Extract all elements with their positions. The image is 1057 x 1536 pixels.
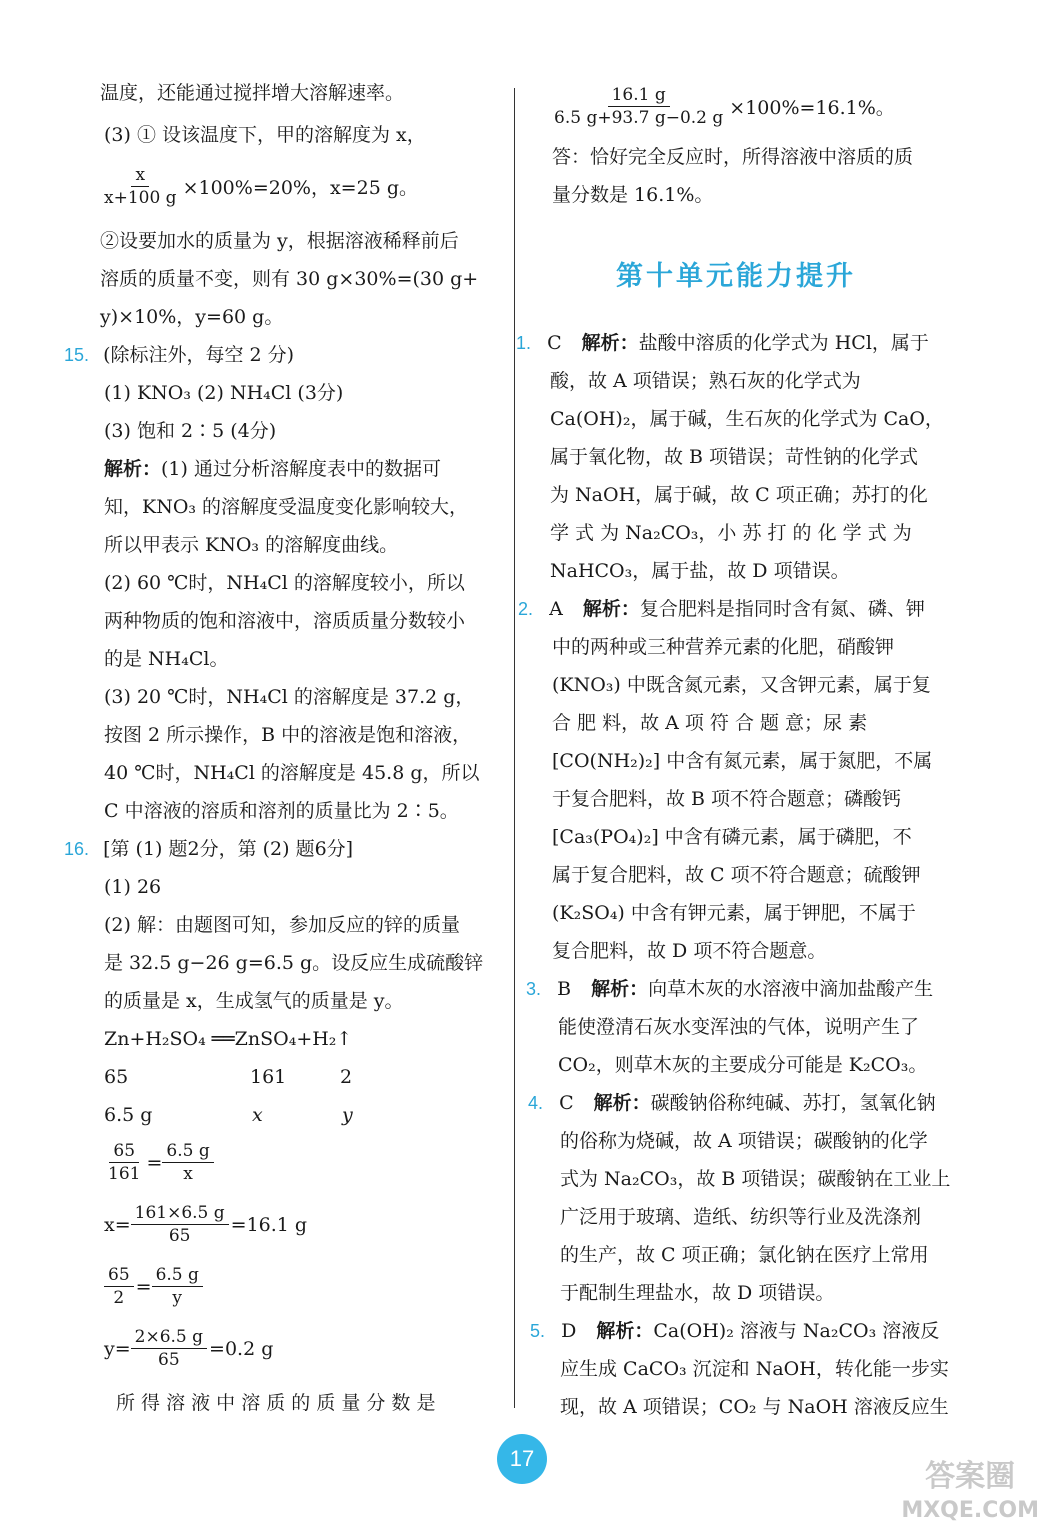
answer-item-1: 1. C 解析：盐酸中溶质的化学式为 HCl，属于 bbox=[516, 328, 929, 358]
question-16: 16. [第 (1) 题2分，第 (2) 题6分] bbox=[64, 834, 353, 864]
text-line: 应生成 CaCO₃ 沉淀和 NaOH，转化能一步实 bbox=[560, 1358, 949, 1380]
answer-letter: C bbox=[559, 1092, 574, 1114]
question-number: 5. bbox=[530, 1321, 546, 1341]
answer-item-4: 4. C 解析：碳酸钠俗称纯碱、苏打，氢氧化钠 bbox=[528, 1088, 936, 1118]
question-number: 16. bbox=[64, 839, 90, 859]
answer-letter: A bbox=[549, 598, 563, 620]
watermark-logo: 答案圈 MXQE.COM bbox=[901, 1459, 1039, 1523]
analysis-label: 解析： bbox=[591, 978, 649, 1000]
question-15: 15. (除标注外，每空 2 分) bbox=[64, 340, 294, 370]
text-line: (3) 饱和 2∶5 (4分) bbox=[104, 420, 277, 442]
text-line: [Ca₃(PO₄)₂] 中含有磷元素，属于磷肥，不 bbox=[552, 826, 912, 848]
text-line: 式为 Na₂CO₃，故 B 项错误；碳酸钠在工业上 bbox=[560, 1168, 951, 1190]
text-line: 温度，还能通过搅拌增大溶解速率。 bbox=[100, 82, 405, 104]
text-line: 是 32.5 g−26 g=6.5 g。设反应生成硫酸锌 bbox=[104, 952, 484, 974]
solve-y: y= $\frac{2\times 6.5 g}{65}$ =0.2 g bbox=[104, 1327, 274, 1370]
text-line: 能使澄清石灰水变浑浊的气体，说明产生了 bbox=[558, 1016, 920, 1038]
text-line: 40 ℃时，NH₄Cl 的溶解度是 45.8 g，所以 bbox=[104, 762, 480, 784]
analysis-label: 解析： bbox=[581, 332, 639, 354]
text-line: 学 式 为 Na₂CO₃，小 苏 打 的 化 学 式 为 bbox=[550, 522, 912, 544]
analysis-label: 解析： bbox=[596, 1320, 654, 1342]
answer-line: 答：恰好完全反应时，所得溶液中溶质的质 bbox=[552, 146, 914, 168]
text-line: [CO(NH₂)₂] 中含有氮元素，属于氮肥，不属 bbox=[552, 750, 933, 772]
text-line: ②设要加水的质量为 y，根据溶液稀释前后 bbox=[100, 230, 459, 252]
text-line: 复合肥料，故 D 项不符合题意。 bbox=[552, 940, 827, 962]
text-line: 的质量是 x，生成氢气的质量是 y。 bbox=[104, 990, 404, 1012]
text-line: C 中溶液的溶质和溶剂的质量比为 2∶5。 bbox=[104, 800, 459, 822]
answer-item-5: 5. D 解析：Ca(OH)₂ 溶液与 Na₂CO₃ 溶液反 bbox=[530, 1316, 939, 1346]
analysis-label: 解析： bbox=[593, 1092, 651, 1114]
question-number: 3. bbox=[526, 979, 542, 999]
text-line: 属于复合肥料，故 C 项不符合题意；硫酸钾 bbox=[552, 864, 921, 886]
answer-item-3: 3. B 解析：向草木灰的水溶液中滴加盐酸产生 bbox=[526, 974, 933, 1004]
analysis-label: 解析： bbox=[582, 598, 640, 620]
answer-letter: B bbox=[557, 978, 572, 1000]
answer-line: 量分数是 16.1%。 bbox=[552, 184, 714, 206]
proportion-x: $\frac{65}{161}$ = $\frac{6.5 g}{x}$ bbox=[104, 1140, 216, 1185]
text-line: 酸，故 A 项错误；熟石灰的化学式为 bbox=[550, 370, 861, 392]
text-line: 解析：(1) 通过分析溶解度表中的数据可 bbox=[104, 458, 441, 480]
page-number: 17 bbox=[497, 1434, 547, 1484]
text-line: (KNO₃) 中既含氮元素，又含钾元素，属于复 bbox=[552, 674, 931, 696]
equation-unknown-row: 6.5 g x y bbox=[104, 1104, 353, 1126]
text-line: 于配制生理盐水，故 D 项错误。 bbox=[560, 1282, 835, 1304]
text-line: 于复合肥料，故 B 项不符合题意；磷酸钙 bbox=[552, 788, 902, 810]
equation-mass-row: 65 161 2 bbox=[104, 1066, 353, 1088]
text-line: NaHCO₃，属于盐，故 D 项错误。 bbox=[550, 560, 850, 582]
column-divider bbox=[514, 88, 515, 1408]
text-line: 所 得 溶 液 中 溶 质 的 质 量 分 数 是 bbox=[116, 1392, 436, 1414]
text-line: 所以甲表示 KNO₃ 的溶解度曲线。 bbox=[104, 534, 399, 556]
question-number: 2. bbox=[518, 599, 534, 619]
text-line: 的生产，故 C 项正确；氯化钠在医疗上常用 bbox=[560, 1244, 929, 1266]
text-line: (1) 26 bbox=[104, 876, 162, 898]
text-line: (2) 解：由题图可知，参加反应的锌的质量 bbox=[104, 914, 460, 936]
text-line: 为 NaOH，属于碱，故 C 项正确；苏打的化 bbox=[550, 484, 928, 506]
text-line: Ca(OH)₂，属于碱，生石灰的化学式为 CaO， bbox=[550, 408, 944, 430]
text-line: 两种物质的饱和溶液中，溶质质量分数较小 bbox=[104, 610, 466, 632]
question-number: 15. bbox=[64, 345, 90, 365]
text-line: CO₂，则草木灰的主要成分可能是 K₂CO₃。 bbox=[558, 1054, 928, 1076]
section-title: 第十单元能力提升 bbox=[616, 261, 856, 292]
text-line: 按图 2 所示操作，B 中的溶液是饱和溶液， bbox=[104, 724, 472, 746]
text-line: 的俗称为烧碱，故 A 项错误；碳酸钠的化学 bbox=[560, 1130, 928, 1152]
proportion-y: $\frac{65}{2}$ = $\frac{6.5 g}{y}$ bbox=[104, 1264, 205, 1309]
analysis-label: 解析： bbox=[104, 458, 162, 480]
text-line: y)×10%，y=60 g。 bbox=[100, 306, 284, 328]
answer-letter: C bbox=[547, 332, 562, 354]
text-line: 的是 NH₄Cl。 bbox=[104, 648, 229, 670]
text-line: 知，KNO₃ 的溶解度受温度变化影响较大， bbox=[104, 496, 469, 518]
question-number: 1. bbox=[516, 333, 532, 353]
text-line: 中的两种或三种营养元素的化肥，硝酸钾 bbox=[552, 636, 895, 658]
text-line: 合 肥 料，故 A 项 符 合 题 意；尿 素 bbox=[552, 712, 868, 734]
answer-item-2: 2. A 解析：复合肥料是指同时含有氮、磷、钾 bbox=[518, 594, 925, 624]
text-line: 广泛用于玻璃、造纸、纺织等行业及洗涤剂 bbox=[560, 1206, 922, 1228]
solve-x: x= $\frac{161\times 6.5 g}{65}$ =16.1 g bbox=[104, 1203, 308, 1246]
chemical-equation: Zn+H₂SO₄ ══ZnSO₄+H₂↑ bbox=[104, 1028, 353, 1050]
text-line: 属于氧化物，故 B 项错误；苛性钠的化学式 bbox=[550, 446, 919, 468]
text-line: 现，故 A 项错误；CO₂ 与 NaOH 溶液反应生 bbox=[560, 1396, 949, 1418]
text-line: (K₂SO₄) 中含有钾元素，属于钾肥，不属于 bbox=[552, 902, 916, 924]
answer-letter: D bbox=[561, 1320, 577, 1342]
text-line: (2) 60 ℃时，NH₄Cl 的溶解度较小，所以 bbox=[104, 572, 465, 594]
mass-fraction-result: $\frac{16.1 g}{6.5 g+93.7 g-0.2 g}$ ×100%=16.1%。 bbox=[554, 85, 895, 128]
question-number: 4. bbox=[528, 1093, 544, 1113]
text-line: (1) KNO₃ (2) NH₄Cl (3分) bbox=[104, 382, 344, 404]
text-line: (3) ① 设该温度下，甲的溶解度为 x， bbox=[104, 124, 426, 146]
text-line: 溶质的质量不变，则有 30 g×30%=(30 g+ bbox=[100, 268, 479, 290]
fraction-solubility: $\frac{x}{x+100 g}$ ×100%=20%，x=25 g。 bbox=[104, 165, 418, 208]
text-line: (3) 20 ℃时，NH₄Cl 的溶解度是 37.2 g， bbox=[104, 686, 475, 708]
